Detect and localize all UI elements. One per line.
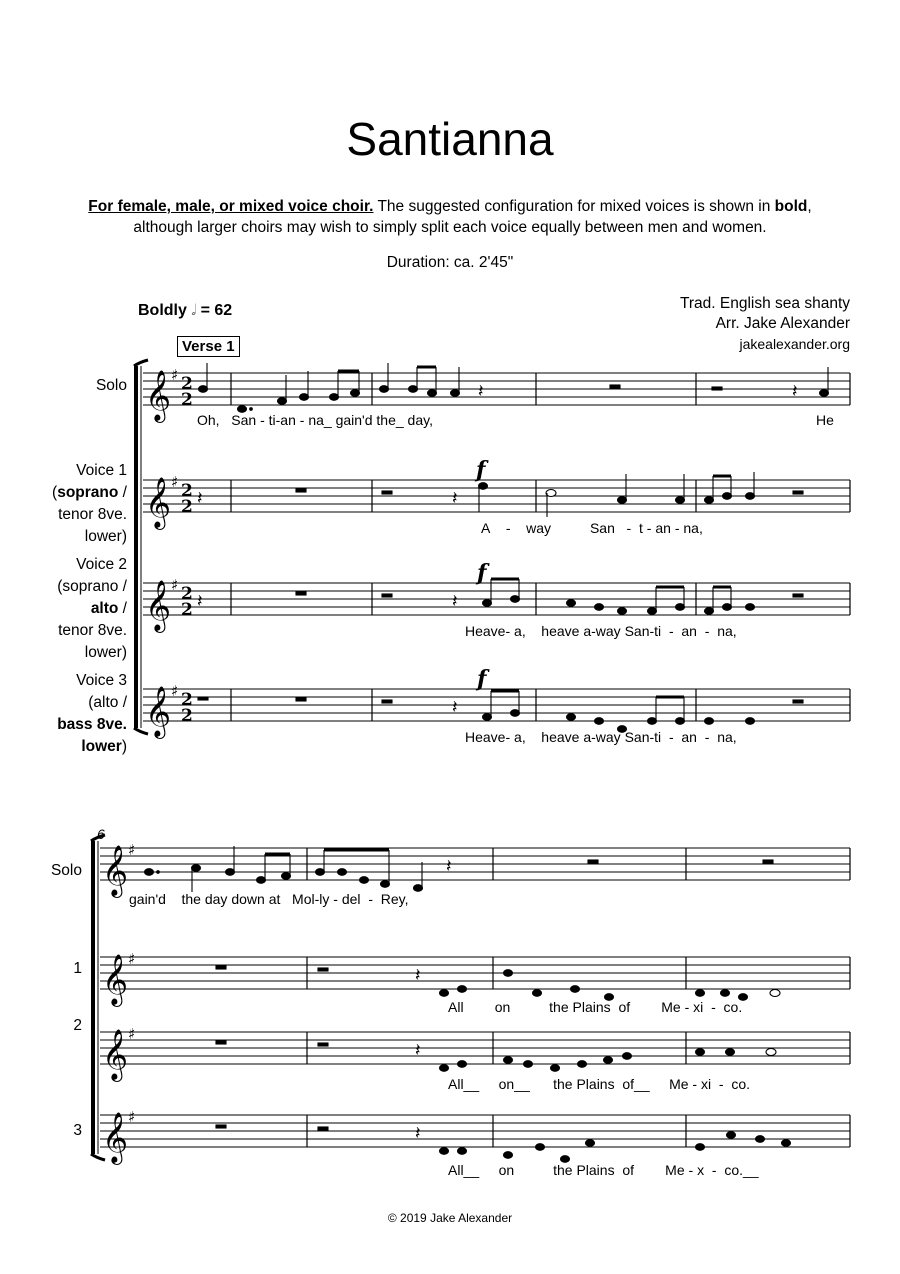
svg-text:𝄞: 𝄞 [102,954,129,1005]
svg-text:𝄽: 𝄽 [415,1123,421,1144]
svg-text:♯: ♯ [171,682,179,700]
svg-text:𝄽: 𝄽 [452,591,458,612]
svg-text:♯: ♯ [128,1025,136,1043]
credit-website: jakealexander.org [739,336,850,352]
rehearsal-mark: Verse 1 [177,336,240,357]
intro-lead: For female, male, or mixed voice choir. [88,198,374,215]
tempo-label: Boldly [138,302,187,319]
instrument-label-voice3: Voice 3 (alto / bass 8ve. lower) [57,672,127,755]
label-line: Voice 2 [76,556,127,573]
label-line: lower) [84,528,127,545]
intro-bold-word: bold [774,198,808,215]
svg-text:2: 2 [181,706,193,726]
svg-text:2: 2 [181,390,193,410]
label-line: (alto / [88,694,127,711]
instrument-label-solo: Solo [95,377,127,394]
svg-text:𝄽: 𝄽 [792,381,798,402]
svg-text:♯: ♯ [171,366,179,384]
notes [145,363,829,1162]
staff-voice3 [143,689,850,721]
svg-text:2: 2 [181,481,193,501]
svg-text:2: 2 [181,374,193,394]
staff-solo-2 [100,848,850,880]
label-line: tenor 8ve. [58,506,127,523]
lyric-voice2: Heave- a, heave a-way San-ti - an - na, [465,623,737,639]
staff-voice2 [143,583,850,615]
dynamic-forte-voice2: f [477,560,487,586]
svg-text:𝄞: 𝄞 [145,580,172,631]
svg-text:2: 2 [181,690,193,710]
quarter-rest-icon [197,381,798,1144]
staff-voice1 [143,480,850,512]
label-line: Voice 1 [76,462,127,479]
lyric-solo-2: gain'd the day down at Mol-ly - del - Rey, [129,891,409,907]
tempo-value: = 62 [200,302,233,319]
lyric-solo-he: He [816,412,834,428]
svg-text:𝄞: 𝄞 [145,686,172,737]
measure-number: 6 [97,826,105,842]
svg-text:♯: ♯ [128,841,136,859]
staff-2-2 [100,1032,850,1064]
svg-text:𝄽: 𝄽 [446,856,452,877]
dynamic-forte-voice1: f [476,457,486,483]
svg-text:♯: ♯ [128,950,136,968]
lyric-1-2: All on the Plains of Me - xi - co. [448,999,743,1015]
intro-text-1: The suggested configuration for mixed voices is shown in [373,198,775,215]
label-line: tenor 8ve. [58,622,127,639]
instrument-label-1: 1 [73,960,82,977]
dynamic-forte-voice3: f [477,666,487,692]
lyric-voice1: A - way San - t - an - na, [481,520,703,536]
svg-text:♯: ♯ [171,576,179,594]
lyric-solo-1: Oh, San - ti-an - na_ gain'd the_ day, [197,412,433,428]
staff-3-2 [100,1115,850,1147]
credit-source: Trad. English sea shanty [679,295,850,312]
svg-text:𝄞: 𝄞 [102,1029,129,1080]
svg-text:𝄽: 𝄽 [452,697,458,718]
credit-arranger: Arr. Jake Alexander [715,315,850,332]
svg-text:𝄽: 𝄽 [197,488,203,509]
svg-text:𝄽: 𝄽 [452,488,458,509]
svg-text:𝄽: 𝄽 [478,381,484,402]
svg-text:2: 2 [181,497,193,517]
staff-solo [143,373,850,405]
duration: Duration: ca. 2'45" [386,254,514,271]
svg-text:𝄞: 𝄞 [102,1112,129,1163]
svg-text:𝄽: 𝄽 [415,1040,421,1061]
svg-text:2: 2 [181,584,193,604]
instrument-label-2: 2 [73,1017,82,1034]
lyric-3-2: All__ on the Plains of Me - x - co.__ [448,1162,759,1178]
time-signature [181,374,193,726]
svg-text:2: 2 [181,600,193,620]
label-line: Voice 3 [76,672,127,689]
lyric-voice3: Heave- a, heave a-way San-ti - an - na, [465,729,737,745]
svg-text:♯: ♯ [128,1108,136,1126]
svg-text:♯: ♯ [171,473,179,491]
piece-title: Santianna [346,113,554,165]
svg-text:𝄞: 𝄞 [145,477,172,528]
instrument-label-voice1: Voice 1 (soprano / tenor 8ve. lower) [52,460,127,548]
copyright-footer: © 2019 Jake Alexander [387,1211,513,1225]
svg-text:𝄞: 𝄞 [102,845,129,896]
svg-text:𝄽: 𝄽 [415,965,421,986]
intro-text-2: , although larger choirs may wish to simply split each voice equally between men and women. [133,198,812,236]
instrument-label-3: 3 [73,1122,82,1139]
svg-text:𝄞: 𝄞 [145,370,172,421]
instrument-label-voice2: Voice 2 (soprano / alto / tenor 8ve. lower) [57,554,127,664]
label-line: (soprano / [57,578,127,595]
instrument-label-solo-2: Solo [50,862,82,879]
staff-1-2 [100,957,850,989]
lyric-2-2: All__ on__ the Plains of__ Me - xi - co. [448,1076,751,1092]
label-line: lower) [84,644,127,661]
svg-text:𝄽: 𝄽 [197,591,203,612]
half-note-icon: 𝅗𝅥 [191,302,197,319]
